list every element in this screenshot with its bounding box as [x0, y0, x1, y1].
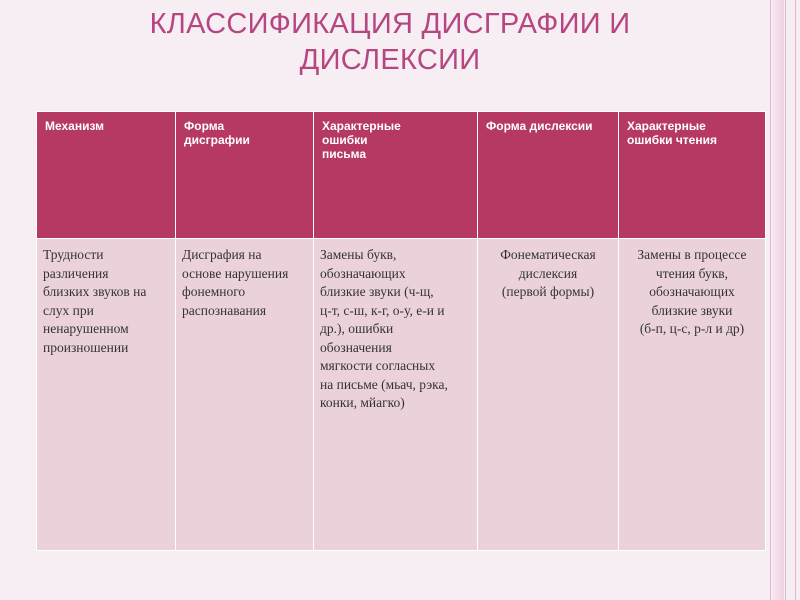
right-edge-line-3	[795, 0, 796, 600]
classification-table	[36, 111, 766, 551]
slide-title: КЛАССИФИКАЦИЯ ДИСГРАФИИ И ДИСЛЕКСИИ	[149, 8, 631, 76]
header-writing-errors: Характерные ошибки письма	[314, 112, 478, 239]
cell-mechanism: Трудности различения близких звуков на слух при ненарушенном произношении	[37, 239, 176, 551]
cell-reading-errors: Замены в процессе чтения букв, обозначающих близкие звуки (б-п, ц-с, р-л и др)	[619, 239, 766, 551]
header-reading-errors: Характерные ошибки чтения	[619, 112, 766, 239]
header-dysgraphia-form: Форма дисграфии	[176, 112, 314, 239]
table-row	[37, 239, 766, 551]
classification-table-container	[36, 111, 765, 550]
cell-writing-errors: Замены букв, обозначающих близкие звуки (ч-щ, ц-т, с-ш, к-г, о-у, е-и и др.), ошибки обозначения мягкости согласных на письме (мьач, рэка, конки, мйагко)	[314, 239, 478, 551]
cell-dyslexia-form: Фонематическая дислексия (первой формы)	[478, 239, 619, 551]
header-mechanism: Механизм	[37, 112, 176, 239]
right-edge-line	[770, 0, 771, 600]
right-edge-line-2	[785, 0, 786, 600]
header-dyslexia-form: Форма дислексии	[478, 112, 619, 239]
cell-dysgraphia-form: Дисграфия на основе нарушения фонемного распознавания	[176, 239, 314, 551]
right-edge-band	[772, 0, 784, 600]
table-header-row	[37, 112, 766, 239]
